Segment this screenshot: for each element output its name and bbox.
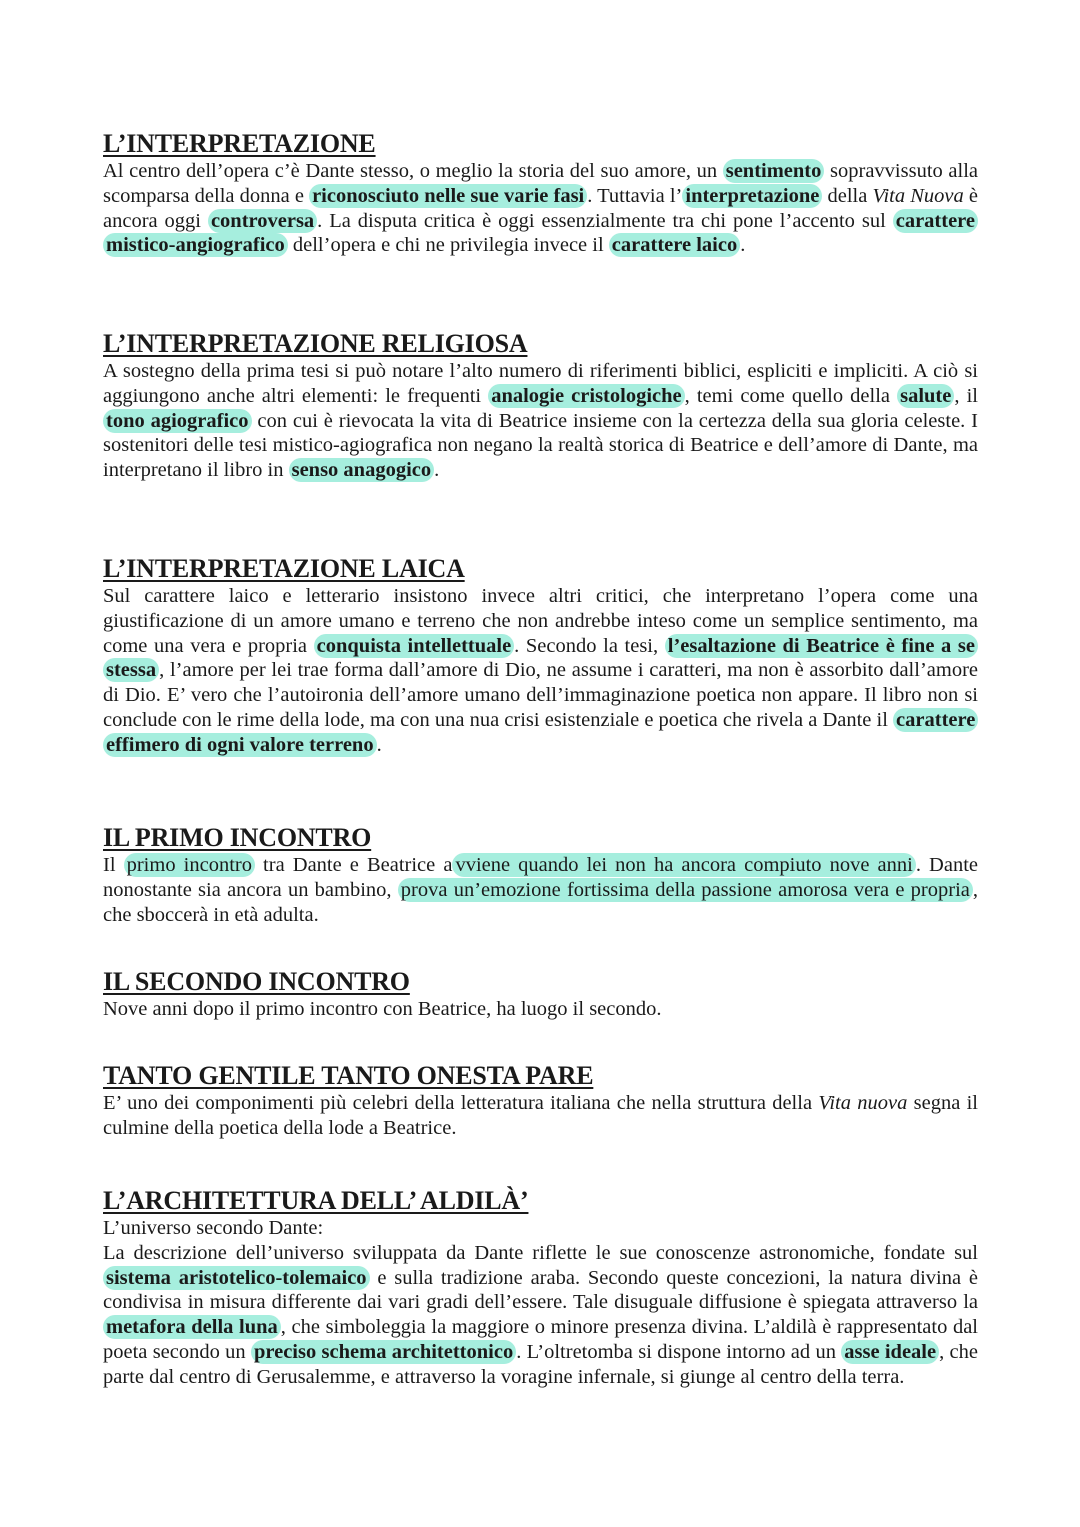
text-run: , il bbox=[954, 384, 978, 407]
section-primo-incontro bbox=[103, 823, 978, 927]
highlighted-text: interpretazione bbox=[682, 184, 822, 208]
highlighted-text: preciso schema architettonico bbox=[251, 1340, 516, 1364]
section-intro: L’universo secondo Dante: bbox=[103, 1217, 324, 1239]
text-run: Sul carattere laico e letterario insistono invece altri critici, che interpretano l’opera come una giustificazione di un amore umano e terreno che non andrebbe inteso come un semplice sentimento, ma come una vera e propria bbox=[103, 585, 978, 657]
highlighted-text: asse ideale bbox=[841, 1340, 939, 1364]
text-run: A sostegno della prima tesi si può notare l’alto numero di riferimenti biblici, espliciti e impliciti. A ciò si aggiungono anche altri elementi: le frequenti bbox=[103, 360, 978, 407]
highlighted-text: carattere laico bbox=[609, 233, 740, 257]
text-run: sopravvissuto alla scomparsa della donna e bbox=[103, 160, 979, 207]
highlighted-text: tono agiografico bbox=[103, 409, 252, 433]
text-run: e sulla tradizione araba. Secondo queste concezioni, la natura divina è condivisa in misura differente dai vari gradi dell’essere. Tale disuguale diffusione è spiegata attraverso la bbox=[103, 1266, 978, 1314]
text-run: . bbox=[434, 459, 440, 482]
section-heading: L’INTERPRETAZIONE bbox=[103, 129, 376, 158]
text-run: , che parte dal centro di Gerusalemme, e attraverso la voragine infernale, si giunge al centro della terra. bbox=[103, 1340, 978, 1388]
section-body bbox=[103, 584, 978, 758]
highlighted-text: controversa bbox=[208, 209, 317, 233]
section-secondo-incontro bbox=[103, 967, 978, 1022]
text-run: , temi come quello della bbox=[684, 384, 898, 407]
section-heading: IL SECONDO INCONTRO bbox=[103, 967, 410, 996]
text-run: . La disputa critica è oggi essenzialmente tra chi pone l’accento sul bbox=[317, 209, 893, 232]
text-run: La descrizione dell’universo sviluppata da Dante riflette le sue conoscenze astronomiche, fondate sul bbox=[103, 1241, 978, 1264]
highlighted-text: analogie cristologiche bbox=[488, 384, 684, 408]
section-heading: TANTO GENTILE TANTO ONESTA PARE bbox=[103, 1061, 594, 1090]
text-run: della bbox=[822, 184, 873, 207]
section-heading: IL PRIMO INCONTRO bbox=[103, 823, 372, 852]
section-heading: L’INTERPRETAZIONE LAICA bbox=[103, 554, 465, 583]
text-run: è ancora oggi bbox=[103, 184, 978, 232]
section-body bbox=[103, 1241, 978, 1390]
section-heading: L’INTERPRETAZIONE RELIGIOSA bbox=[103, 329, 528, 358]
text-run: . bbox=[740, 234, 746, 257]
section-body: Nove anni dopo il primo incontro con Beatrice, ha luogo il secondo. bbox=[103, 998, 662, 1020]
highlighted-text: riconosciuto nelle sue varie fasi bbox=[309, 184, 587, 208]
text-run: E’ uno dei componimenti più celebri della letteratura italiana che nella struttura della bbox=[103, 1092, 819, 1114]
section-tanto-gentile bbox=[103, 1061, 978, 1141]
highlighted-text: sentimento bbox=[723, 159, 825, 183]
section-body bbox=[103, 359, 978, 483]
section-heading: L’ARCHITETTURA DELL’ ALDILÀ’ bbox=[103, 1186, 529, 1215]
text-run: Al centro dell’opera c’è Dante stesso, o meglio la storia del suo amore, un bbox=[103, 160, 723, 182]
highlighted-text: metafora della luna bbox=[103, 1315, 281, 1339]
highlighted-text: carattere effimero di ogni valore terreno bbox=[103, 708, 978, 757]
text-run: . L’oltretomba si dispone intorno ad un bbox=[516, 1340, 842, 1363]
section-architettura-aldila bbox=[103, 1186, 978, 1390]
text-run: Il bbox=[103, 854, 124, 876]
text-run: dell’opera e chi ne privilegia invece il bbox=[287, 234, 609, 257]
highlighted-text: conquista intellettuale bbox=[314, 634, 515, 658]
highlighted-text: carattere mistico-angiografico bbox=[103, 209, 978, 258]
text-run: . Secondo la tesi, bbox=[514, 634, 665, 657]
text-run: . Tuttavia l’ bbox=[587, 184, 683, 207]
text-run: segna il culmine della poetica della lode a Beatrice. bbox=[103, 1092, 979, 1139]
section-interpretazione bbox=[103, 129, 978, 258]
text-run: , che sboccerà in età adulta. bbox=[103, 878, 979, 926]
text-run: . bbox=[376, 733, 382, 756]
highlighted-text: salute bbox=[897, 384, 954, 408]
highlighted-text: primo incontro bbox=[124, 853, 255, 877]
text-run: tra Dante e Beatrice a bbox=[254, 854, 453, 876]
section-interpretazione-laica bbox=[103, 554, 978, 758]
highlighted-text: senso anagogico bbox=[289, 458, 435, 482]
italic-title: Vita nuova bbox=[818, 1092, 908, 1114]
section-body bbox=[103, 159, 978, 258]
highlighted-text: l’esaltazione di Beatrice è fine a se stessa bbox=[103, 634, 978, 683]
highlighted-text: sistema aristotelico-tolemaico bbox=[103, 1266, 370, 1290]
highlighted-text: vviene quando lei non ha ancora compiuto nove anni bbox=[452, 853, 915, 877]
section-body bbox=[103, 1091, 978, 1141]
italic-title: Vita Nuova bbox=[872, 184, 964, 207]
text-run: , l’amore per lei trae forma dall’amore di Dio, ne assume i caratteri, ma non è assorbito dall’amore di Dio. E’ vero che l’autoironia dell’amore umano dell’immaginazione poetica non appare. Il libro non si conclude con le rime della lode, ma con una nua crisi esistenziale e poetica che rivela a Dante il bbox=[103, 659, 978, 731]
section-body bbox=[103, 853, 978, 927]
section-interpretazione-religiosa bbox=[103, 329, 978, 483]
text-run: , che simboleggia la maggiore o minore presenza divina. L’aldilà è rappresentato dal poeta secondo un bbox=[103, 1316, 978, 1363]
highlighted-text: prova un’emozione fortissima della passione amorosa vera e propria bbox=[398, 878, 973, 902]
text-run: con cui è rievocata la vita di Beatrice insieme con la certezza della sua gloria celeste. I sostenitori delle tesi mistico-agiografica non negano la realtà storica di Beatrice e dell’amore di Dante, ma interpretano il libro in bbox=[103, 409, 978, 482]
text-run: . Dante nonostante sia ancora un bambino, bbox=[103, 854, 978, 901]
